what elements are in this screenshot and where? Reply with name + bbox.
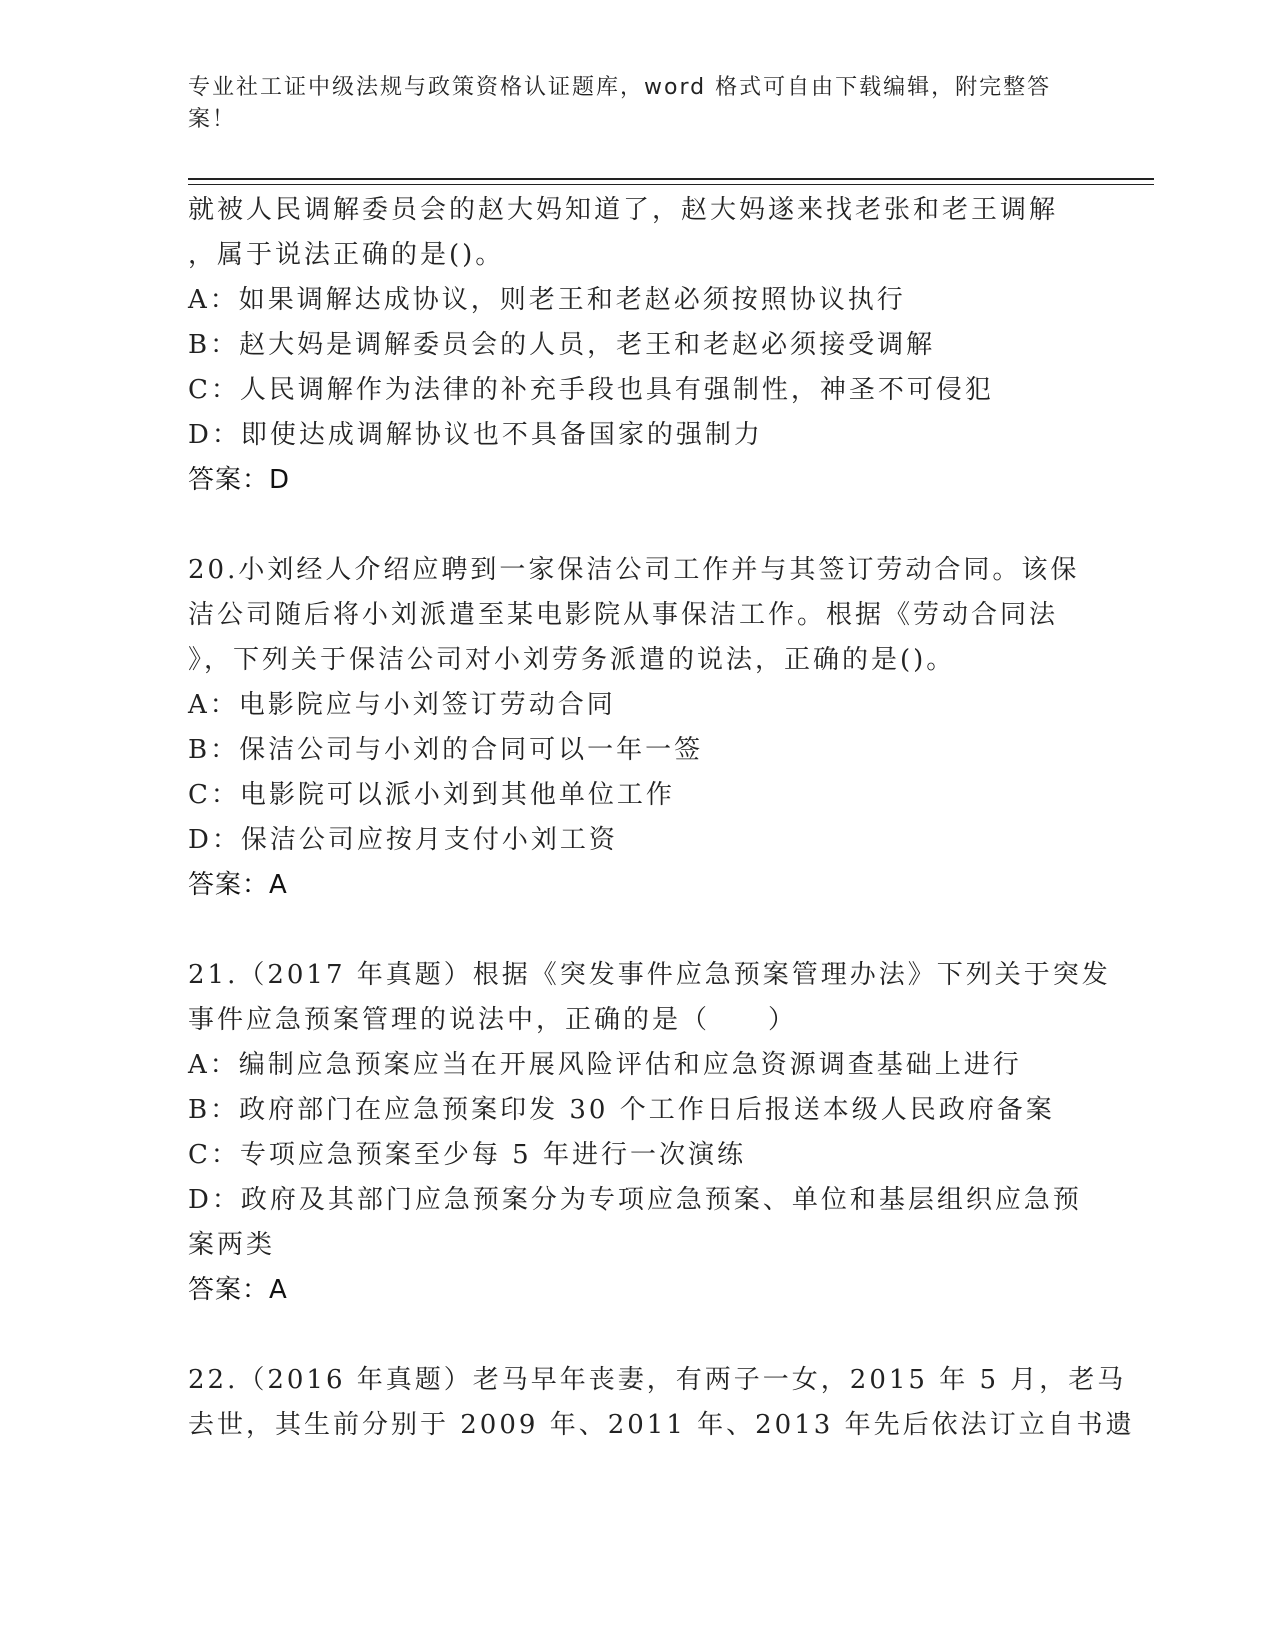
question-22	[188, 1358, 1135, 1448]
question-19	[188, 188, 1088, 503]
question-21-option-a: A：编制应急预案应当在开展风险评估和应急资源调查基础上进行	[188, 1050, 1022, 1080]
question-19-line-1: 就被人民调解委员会的赵大妈知道了，赵大妈遂来找老张和老王调解	[188, 195, 1059, 225]
spacer	[188, 1313, 1088, 1358]
question-19-option-a: A：如果调解达成协议，则老王和老赵必须按照协议执行	[188, 285, 906, 315]
question-21-option-c: C：专项应急预案至少每 5 年进行一次演练	[188, 1140, 746, 1170]
question-20-option-a: A：电影院应与小刘签订劳动合同	[188, 690, 616, 720]
header-line-2: 案！	[188, 107, 237, 132]
question-21-option-d: D：政府及其部门应急预案分为专项应急预案、单位和基层组织应急预	[188, 1185, 1082, 1215]
question-21-line-1: 21.（2017 年真题）根据《突发事件应急预案管理办法》下列关于突发	[188, 960, 1111, 990]
spacer	[188, 503, 1088, 548]
question-19-line-2: ，属于说法正确的是()。	[188, 240, 505, 270]
question-19-answer: 答案：D	[188, 465, 291, 495]
header-line-1: 专业社工证中级法规与政策资格认证题库，word 格式可自由下载编辑，附完整答	[188, 75, 1052, 100]
question-20-line-3: 》，下列关于保洁公司对小刘劳务派遣的说法，正确的是()。	[188, 645, 956, 675]
question-21-line-2: 事件应急预案管理的说法中，正确的是（ ）	[188, 1005, 798, 1035]
question-20-line-1: 20.小刘经人介绍应聘到一家保洁公司工作并与其签订劳动合同。该保	[188, 555, 1080, 585]
header-rule-thick	[188, 178, 1154, 180]
question-19-option-c: C：人民调解作为法律的补充手段也具有强制性，神圣不可侵犯	[188, 375, 994, 405]
question-20	[188, 548, 1088, 908]
header-rule-thin	[188, 184, 1154, 185]
question-20-option-d: D：保洁公司应按月支付小刘工资	[188, 825, 618, 855]
question-19-option-d: D：即使达成调解协议也不具备国家的强制力	[188, 420, 763, 450]
question-19-option-b: B：赵大妈是调解委员会的人员，老王和老赵必须接受调解	[188, 330, 936, 360]
question-20-option-c: C：电影院可以派小刘到其他单位工作	[188, 780, 675, 810]
question-20-option-b: B：保洁公司与小刘的合同可以一年一签	[188, 735, 704, 765]
spacer	[188, 908, 1088, 953]
question-20-line-2: 洁公司随后将小刘派遣至某电影院从事保洁工作。根据《劳动合同法	[188, 600, 1059, 630]
question-22-line-2: 去世，其生前分别于 2009 年、2011 年、2013 年先后依法订立自书遗	[188, 1410, 1135, 1440]
page-header	[188, 72, 1068, 136]
question-21-option-d-cont: 案两类	[188, 1230, 276, 1260]
question-content	[188, 188, 1135, 1448]
question-21-option-b: B：政府部门在应急预案印发 30 个工作日后报送本级人民政府备案	[188, 1095, 1055, 1125]
question-21-answer: 答案：A	[188, 1275, 288, 1305]
question-20-answer: 答案：A	[188, 870, 288, 900]
question-21	[188, 953, 1111, 1313]
question-22-line-1: 22.（2016 年真题）老马早年丧妻，有两子一女，2015 年 5 月，老马	[188, 1365, 1127, 1395]
